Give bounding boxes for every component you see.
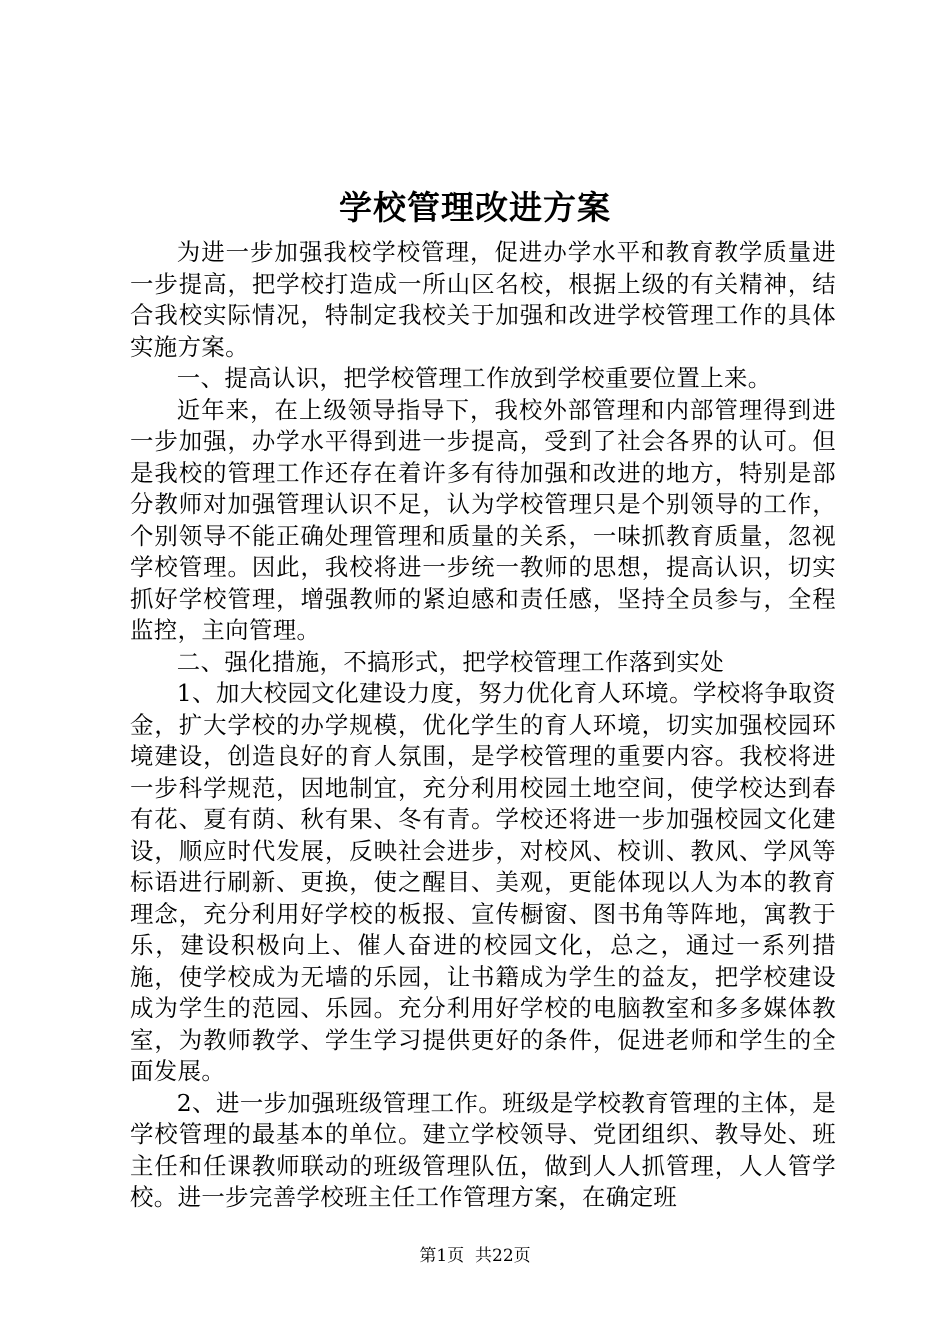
page-total: 共22页 (475, 1246, 531, 1266)
page-footer (0, 1244, 950, 1268)
body-paragraph: 2、进一步加强班级管理工作。班级是学校教育管理的主体，是学校管理的最基本的单位。建立学校领导、党团组织、教导处、班主任和任课教师联动的班级管理队伍，做到人人抓管理，人人管学校。进一步完善学校班主任工作管理方案，在确定班 (130, 1088, 836, 1211)
section-heading: 一、提高认识，把学校管理工作放到学校重要位置上来。 (176, 364, 772, 392)
page-number: 第1页 (419, 1246, 465, 1266)
body-paragraph: 近年来，在上级领导指导下，我校外部管理和内部管理得到进一步加强，办学水平得到进一步提高，受到了社会各界的认可。但是我校的管理工作还存在着许多有待加强和改进的地方，特别是部分教师对加强管理认识不足，认为学校管理只是个别领导的工作，个别领导不能正确处理管理和质量的关系，一味抓教育质量，忽视学校管理。因此，我校将进一步统一教师的思想，提高认识，切实抓好学校管理，增强教师的紧迫感和责任感，坚持全员参与，全程监控，主向管理。 (130, 395, 836, 644)
body-paragraph: 1、加大校园文化建设力度，努力优化育人环境。学校将争取资金，扩大学校的办学规模，优化学生的育人环境，切实加强校园环境建设，创造良好的育人氛围，是学校管理的重要内容。我校将进一步科学规范，因地制宜，充分利用校园土地空间，使学校达到春有花、夏有荫、秋有果、冬有青。学校还将进一步加强校园文化建设，顺应时代发展，反映社会进步，对校风、校训、教风、学风等标语进行刷新、更换，使之醒目、美观，更能体现以人为本的教育理念，充分利用好学校的板报、宣传橱窗、图书角等阵地，寓教于乐，建设积极向上、催人奋进的校园文化，总之，通过一系列措施，使学校成为无墙的乐园，让书籍成为学生的益友，把学校建设成为学生的范园、乐园。充分利用好学校的电脑教室和多多媒体教室，为教师教学、学生学习提供更好的条件，促进老师和学生的全面发展。 (130, 679, 836, 1085)
body-paragraph: 为进一步加强我校学校管理，促进办学水平和教育教学质量进一步提高，把学校打造成一所山区名校，根据上级的有关精神，结合我校实际情况，特制定我校关于加强和改进学校管理工作的具体实施方案。 (130, 238, 836, 361)
section-heading: 二、强化措施，不搞形式，把学校管理工作落到实处 (176, 647, 724, 676)
document-body (130, 237, 836, 1214)
document-title: 学校管理改进方案 (339, 188, 611, 227)
